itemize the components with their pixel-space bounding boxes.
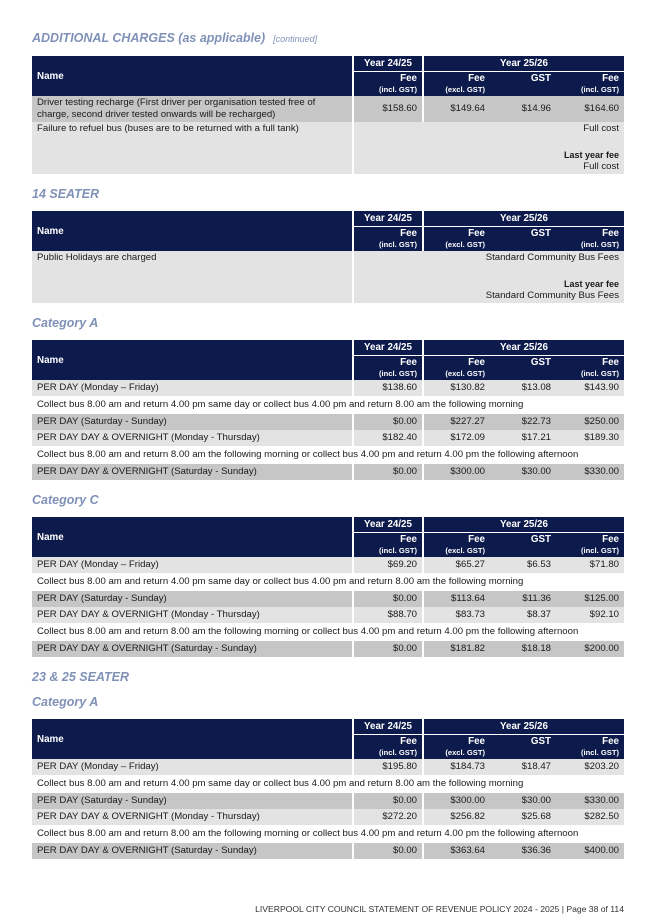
row-fee-excl: $300.00 <box>422 464 490 480</box>
header-incl-gst: (incl. GST) <box>352 748 422 759</box>
row-note: Collect bus 8.00 am and return 8.00 am the following morning or collect bus 4.00 pm and return 4.00 pm the following afternoon <box>32 825 624 843</box>
row-fee-incl: $189.30 <box>556 430 624 446</box>
row-fee-excl: $256.82 <box>422 809 490 825</box>
row-name: PER DAY DAY & OVERNIGHT (Monday - Thursday) <box>32 607 352 623</box>
row-name: PER DAY DAY & OVERNIGHT (Saturday - Sunday) <box>32 843 352 859</box>
row-gst: $18.47 <box>490 759 556 775</box>
fee-table <box>32 56 624 174</box>
table-row <box>32 591 624 607</box>
row-gst: $11.36 <box>490 591 556 607</box>
header-incl-gst: (incl. GST) <box>556 85 624 96</box>
row-gst: $30.00 <box>490 793 556 809</box>
table-row <box>32 843 624 859</box>
header-fee: Fee <box>422 735 490 748</box>
table-note-row <box>32 775 624 793</box>
row-name: Public Holidays are charged <box>32 251 352 303</box>
header-incl-gst: (incl. GST) <box>352 240 422 251</box>
header-year-curr: Year 25/26 <box>422 56 624 72</box>
header-excl-gst: (excl. GST) <box>422 369 490 380</box>
row-fee-incl: $400.00 <box>556 843 624 859</box>
row-fee-excl: $113.64 <box>422 591 490 607</box>
row-prev-fee: $69.20 <box>352 557 422 573</box>
row-fee-incl: $71.80 <box>556 557 624 573</box>
header-fee: Fee <box>352 227 422 240</box>
fee-table <box>32 340 624 480</box>
header-excl-gst: (excl. GST) <box>422 748 490 759</box>
table-row <box>32 251 624 303</box>
row-value: Standard Community Bus Fees <box>485 252 619 263</box>
document-page <box>32 30 624 871</box>
table-row <box>32 96 624 122</box>
row-gst: $17.21 <box>490 430 556 446</box>
row-note: Collect bus 8.00 am and return 4.00 pm same day or collect bus 4.00 pm and return 8.00 am the following morning <box>32 396 624 414</box>
header-gst: GST <box>490 227 556 240</box>
row-gst: $6.53 <box>490 557 556 573</box>
table-row <box>32 641 624 657</box>
table-row <box>32 122 624 174</box>
row-prev-fee: $138.60 <box>352 380 422 396</box>
row-value: Full cost <box>583 123 619 134</box>
category-c-14-section <box>32 492 624 657</box>
row-gst: $13.08 <box>490 380 556 396</box>
row-prev-fee: $158.60 <box>352 96 422 122</box>
last-year-label: Last year fee <box>563 150 619 160</box>
header-gst: GST <box>490 533 556 546</box>
header-fee: Fee <box>352 356 422 369</box>
header-incl-gst: (incl. GST) <box>352 546 422 557</box>
row-fee-excl: $227.27 <box>422 414 490 430</box>
header-fee: Fee <box>422 533 490 546</box>
table-note-row <box>32 446 624 464</box>
row-fee-incl: $125.00 <box>556 591 624 607</box>
table-row <box>32 759 624 775</box>
row-fee-incl: $330.00 <box>556 464 624 480</box>
row-fee-excl: $83.73 <box>422 607 490 623</box>
header-incl-gst: (incl. GST) <box>556 546 624 557</box>
section-title: Category A <box>32 316 99 330</box>
row-fee-excl: $184.73 <box>422 759 490 775</box>
row-fee-incl: $282.50 <box>556 809 624 825</box>
header-blank <box>490 748 556 759</box>
header-blank <box>490 546 556 557</box>
header-fee: Fee <box>556 72 624 85</box>
table-note-row <box>32 623 624 641</box>
additional-charges-section <box>32 30 624 174</box>
fee-table <box>32 719 624 859</box>
row-fee-incl: $164.60 <box>556 96 624 122</box>
table-row <box>32 380 624 396</box>
header-gst: GST <box>490 72 556 85</box>
last-year-value: Standard Community Bus Fees <box>485 290 619 301</box>
row-fee-excl: $363.64 <box>422 843 490 859</box>
header-name: Name <box>32 56 352 96</box>
row-prev-fee: $0.00 <box>352 591 422 607</box>
row-note: Collect bus 8.00 am and return 8.00 am the following morning or collect bus 4.00 pm and return 4.00 pm the following afternoon <box>32 623 624 641</box>
seater14-section <box>32 186 624 303</box>
table-row <box>32 809 624 825</box>
row-name: PER DAY (Saturday - Sunday) <box>32 414 352 430</box>
row-prev-fee: $0.00 <box>352 843 422 859</box>
header-year-curr: Year 25/26 <box>422 211 624 227</box>
header-incl-gst: (incl. GST) <box>556 748 624 759</box>
header-fee: Fee <box>556 533 624 546</box>
row-fee-incl: $203.20 <box>556 759 624 775</box>
section-subtitle: Category A <box>32 695 99 709</box>
header-fee: Fee <box>556 227 624 240</box>
header-fee: Fee <box>422 356 490 369</box>
header-fee: Fee <box>352 735 422 748</box>
last-year-value: Full cost <box>583 161 619 172</box>
row-fee-incl: $92.10 <box>556 607 624 623</box>
row-fee-excl: $172.09 <box>422 430 490 446</box>
row-gst: $14.96 <box>490 96 556 122</box>
row-name: PER DAY DAY & OVERNIGHT (Monday - Thursday) <box>32 430 352 446</box>
row-gst: $22.73 <box>490 414 556 430</box>
section-title <box>32 30 624 47</box>
seater23-section <box>32 669 624 859</box>
row-fee-excl: $181.82 <box>422 641 490 657</box>
row-fee-incl: $143.90 <box>556 380 624 396</box>
header-year-prev: Year 24/25 <box>352 340 422 356</box>
row-span-value <box>352 251 624 303</box>
header-incl-gst: (incl. GST) <box>352 85 422 96</box>
table-row <box>32 607 624 623</box>
header-excl-gst: (excl. GST) <box>422 85 490 96</box>
row-fee-excl: $149.64 <box>422 96 490 122</box>
header-fee: Fee <box>352 533 422 546</box>
header-incl-gst: (incl. GST) <box>556 369 624 380</box>
header-year-prev: Year 24/25 <box>352 719 422 735</box>
header-fee: Fee <box>556 356 624 369</box>
row-gst: $30.00 <box>490 464 556 480</box>
row-name: PER DAY DAY & OVERNIGHT (Saturday - Sunday) <box>32 641 352 657</box>
header-name: Name <box>32 340 352 380</box>
row-name: PER DAY (Monday – Friday) <box>32 759 352 775</box>
header-year-prev: Year 24/25 <box>352 517 422 533</box>
row-prev-fee: $182.40 <box>352 430 422 446</box>
row-name: PER DAY (Monday – Friday) <box>32 557 352 573</box>
row-prev-fee: $0.00 <box>352 464 422 480</box>
header-name: Name <box>32 211 352 251</box>
row-span-value <box>352 122 624 174</box>
row-fee-excl: $300.00 <box>422 793 490 809</box>
last-year-label: Last year fee <box>563 279 619 289</box>
row-fee-incl: $330.00 <box>556 793 624 809</box>
section-title: 23 & 25 SEATER <box>32 670 130 684</box>
header-gst: GST <box>490 356 556 369</box>
header-fee: Fee <box>422 227 490 240</box>
header-incl-gst: (incl. GST) <box>556 240 624 251</box>
table-row <box>32 557 624 573</box>
header-year-prev: Year 24/25 <box>352 56 422 72</box>
continued-label: [continued] <box>273 34 318 44</box>
row-gst: $8.37 <box>490 607 556 623</box>
header-incl-gst: (incl. GST) <box>352 369 422 380</box>
page-footer: LIVERPOOL CITY COUNCIL STATEMENT OF REVENUE POLICY 2024 - 2025 | Page 38 of 114 <box>255 904 624 914</box>
row-note: Collect bus 8.00 am and return 4.00 pm same day or collect bus 4.00 pm and return 8.00 am the following morning <box>32 573 624 591</box>
row-fee-excl: $130.82 <box>422 380 490 396</box>
header-excl-gst: (excl. GST) <box>422 240 490 251</box>
row-prev-fee: $272.20 <box>352 809 422 825</box>
fee-table <box>32 517 624 657</box>
row-fee-incl: $200.00 <box>556 641 624 657</box>
header-blank <box>490 240 556 251</box>
row-gst: $25.68 <box>490 809 556 825</box>
header-gst: GST <box>490 735 556 748</box>
row-note: Collect bus 8.00 am and return 4.00 pm same day or collect bus 4.00 pm and return 8.00 am the following morning <box>32 775 624 793</box>
section-title: Category C <box>32 493 99 507</box>
header-year-prev: Year 24/25 <box>352 211 422 227</box>
row-gst: $18.18 <box>490 641 556 657</box>
section-title: 14 SEATER <box>32 187 100 201</box>
row-prev-fee: $0.00 <box>352 793 422 809</box>
row-prev-fee: $0.00 <box>352 414 422 430</box>
header-blank <box>490 369 556 380</box>
table-row <box>32 464 624 480</box>
row-prev-fee: $88.70 <box>352 607 422 623</box>
table-note-row <box>32 396 624 414</box>
header-name: Name <box>32 517 352 557</box>
table-row <box>32 414 624 430</box>
row-fee-incl: $250.00 <box>556 414 624 430</box>
row-note: Collect bus 8.00 am and return 8.00 am the following morning or collect bus 4.00 pm and return 4.00 pm the following afternoon <box>32 446 624 464</box>
table-note-row <box>32 825 624 843</box>
fee-table <box>32 211 624 303</box>
row-gst: $36.36 <box>490 843 556 859</box>
row-fee-excl: $65.27 <box>422 557 490 573</box>
table-row <box>32 793 624 809</box>
table-note-row <box>32 573 624 591</box>
header-year-curr: Year 25/26 <box>422 719 624 735</box>
row-name: PER DAY DAY & OVERNIGHT (Saturday - Sunday) <box>32 464 352 480</box>
row-prev-fee: $195.80 <box>352 759 422 775</box>
header-blank <box>490 85 556 96</box>
section-title-text: ADDITIONAL CHARGES (as applicable) <box>32 31 266 45</box>
row-name: PER DAY (Saturday - Sunday) <box>32 793 352 809</box>
row-name: PER DAY DAY & OVERNIGHT (Monday - Thursday) <box>32 809 352 825</box>
header-fee: Fee <box>556 735 624 748</box>
header-excl-gst: (excl. GST) <box>422 546 490 557</box>
row-name: PER DAY (Saturday - Sunday) <box>32 591 352 607</box>
header-year-curr: Year 25/26 <box>422 340 624 356</box>
row-name: PER DAY (Monday – Friday) <box>32 380 352 396</box>
header-fee: Fee <box>352 72 422 85</box>
category-a-14-section <box>32 315 624 480</box>
header-fee: Fee <box>422 72 490 85</box>
header-year-curr: Year 25/26 <box>422 517 624 533</box>
row-name: Driver testing recharge (First driver per organisation tested free of charge, second driver tested onwards will be recharged) <box>32 96 352 122</box>
row-prev-fee: $0.00 <box>352 641 422 657</box>
row-name: Failure to refuel bus (buses are to be returned with a full tank) <box>32 122 352 174</box>
table-row <box>32 430 624 446</box>
header-name: Name <box>32 719 352 759</box>
